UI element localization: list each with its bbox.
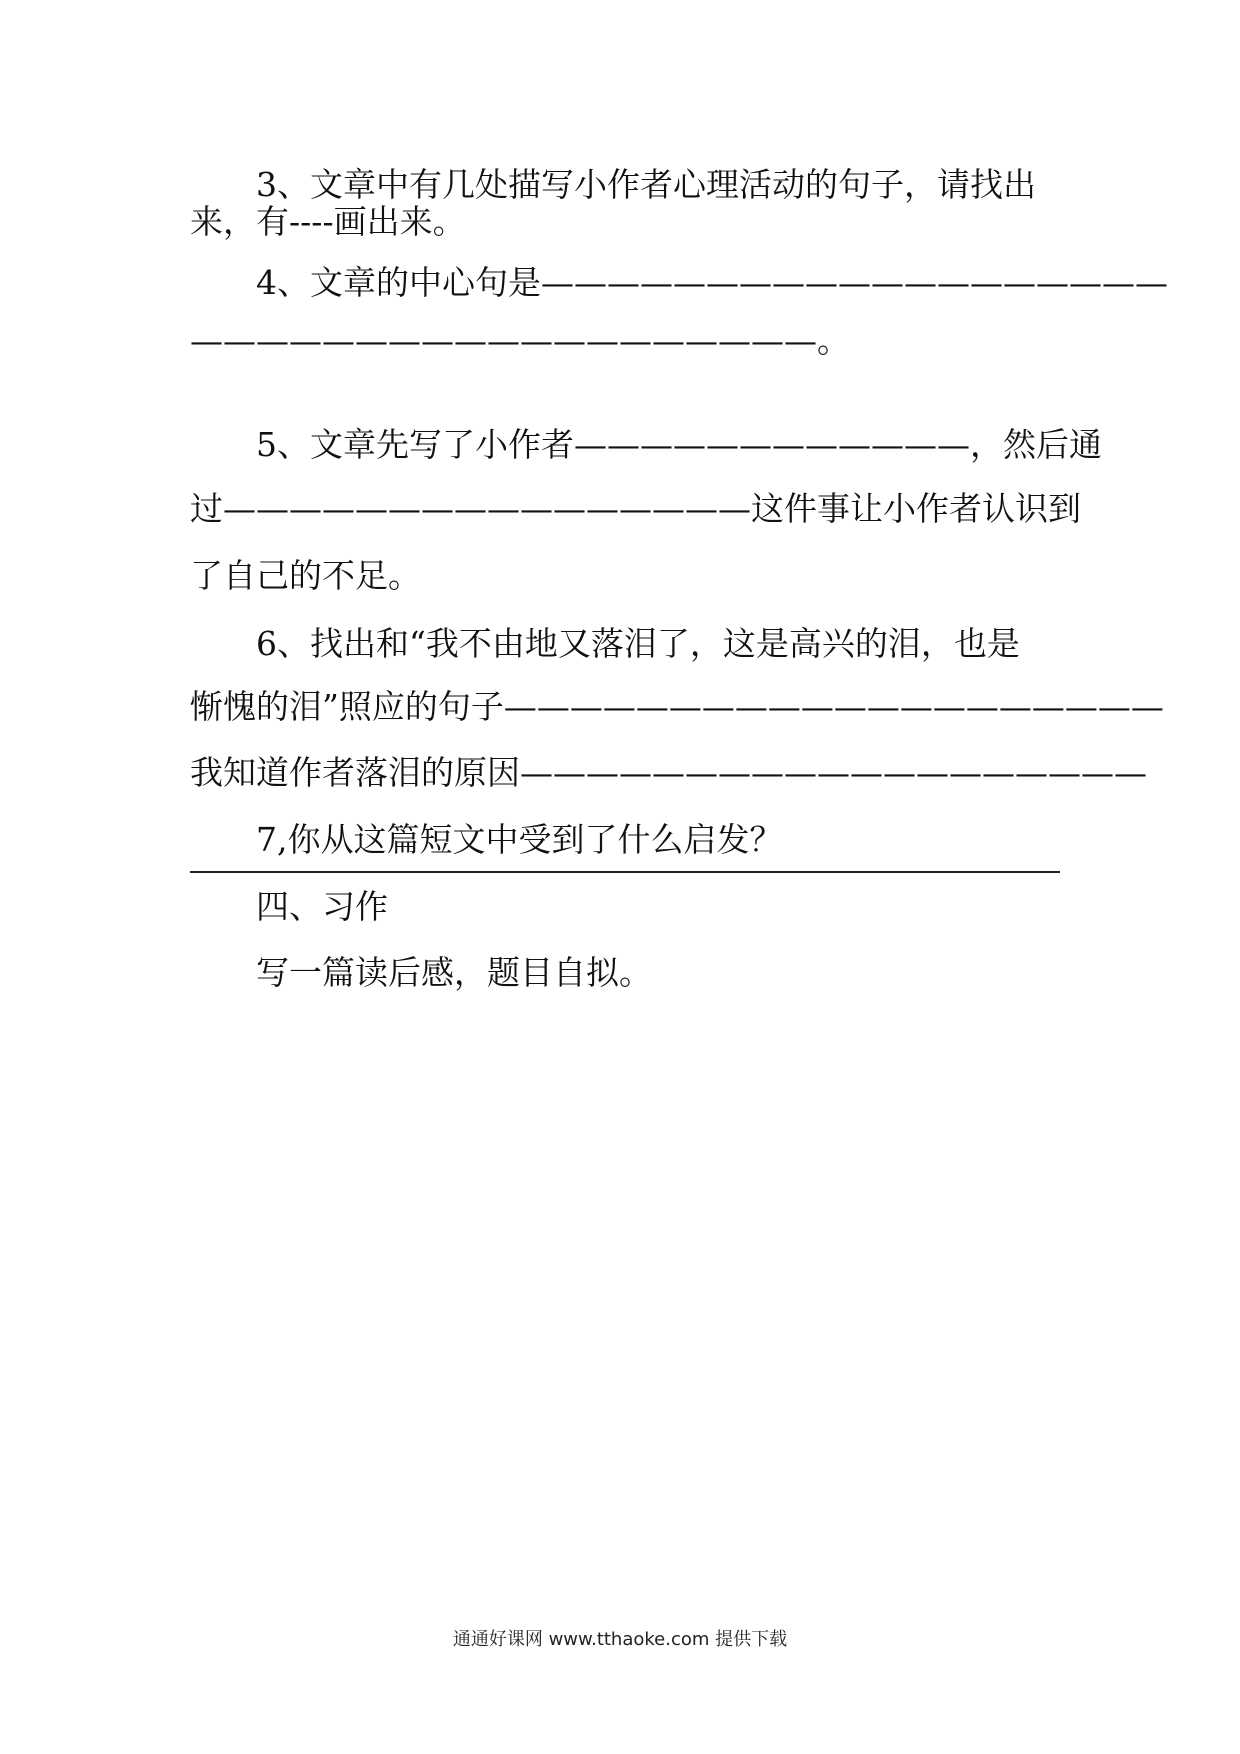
q6-line3: 我知道作者落泪的原因———————————————————	[190, 753, 1147, 792]
q3-line1: 3、文章中有几处描写小作者心理活动的句子，请找出	[256, 165, 1036, 204]
q4-line1: 4、文章的中心句是———————————————————	[256, 263, 1168, 302]
section4-heading: 四、习作	[256, 887, 388, 926]
q7-line1: 7,你从这篇短文中受到了什么启发？	[256, 820, 783, 859]
q5-line1: 5、文章先写了小作者————————————，然后通	[256, 425, 1102, 464]
q6-line1: 6、找出和“我不由地又落泪了，这是高兴的泪，也是	[256, 624, 1020, 663]
q3-line2: 来，有----画出来。	[190, 202, 466, 241]
q6-line2: 惭愧的泪”照应的句子————————————————————	[190, 687, 1164, 726]
q5-line3: 了自己的不足。	[190, 556, 421, 595]
section4-prompt: 写一篇读后感，题目自拟。	[256, 953, 652, 992]
footer-credit: 通通好课网 www.tthaoke.com 提供下载	[452, 1629, 788, 1650]
q4-line2: ———————————————————。	[190, 321, 850, 360]
q5-line2: 过————————————————这件事让小作者认识到	[190, 489, 1081, 528]
answer-line	[190, 871, 1060, 873]
